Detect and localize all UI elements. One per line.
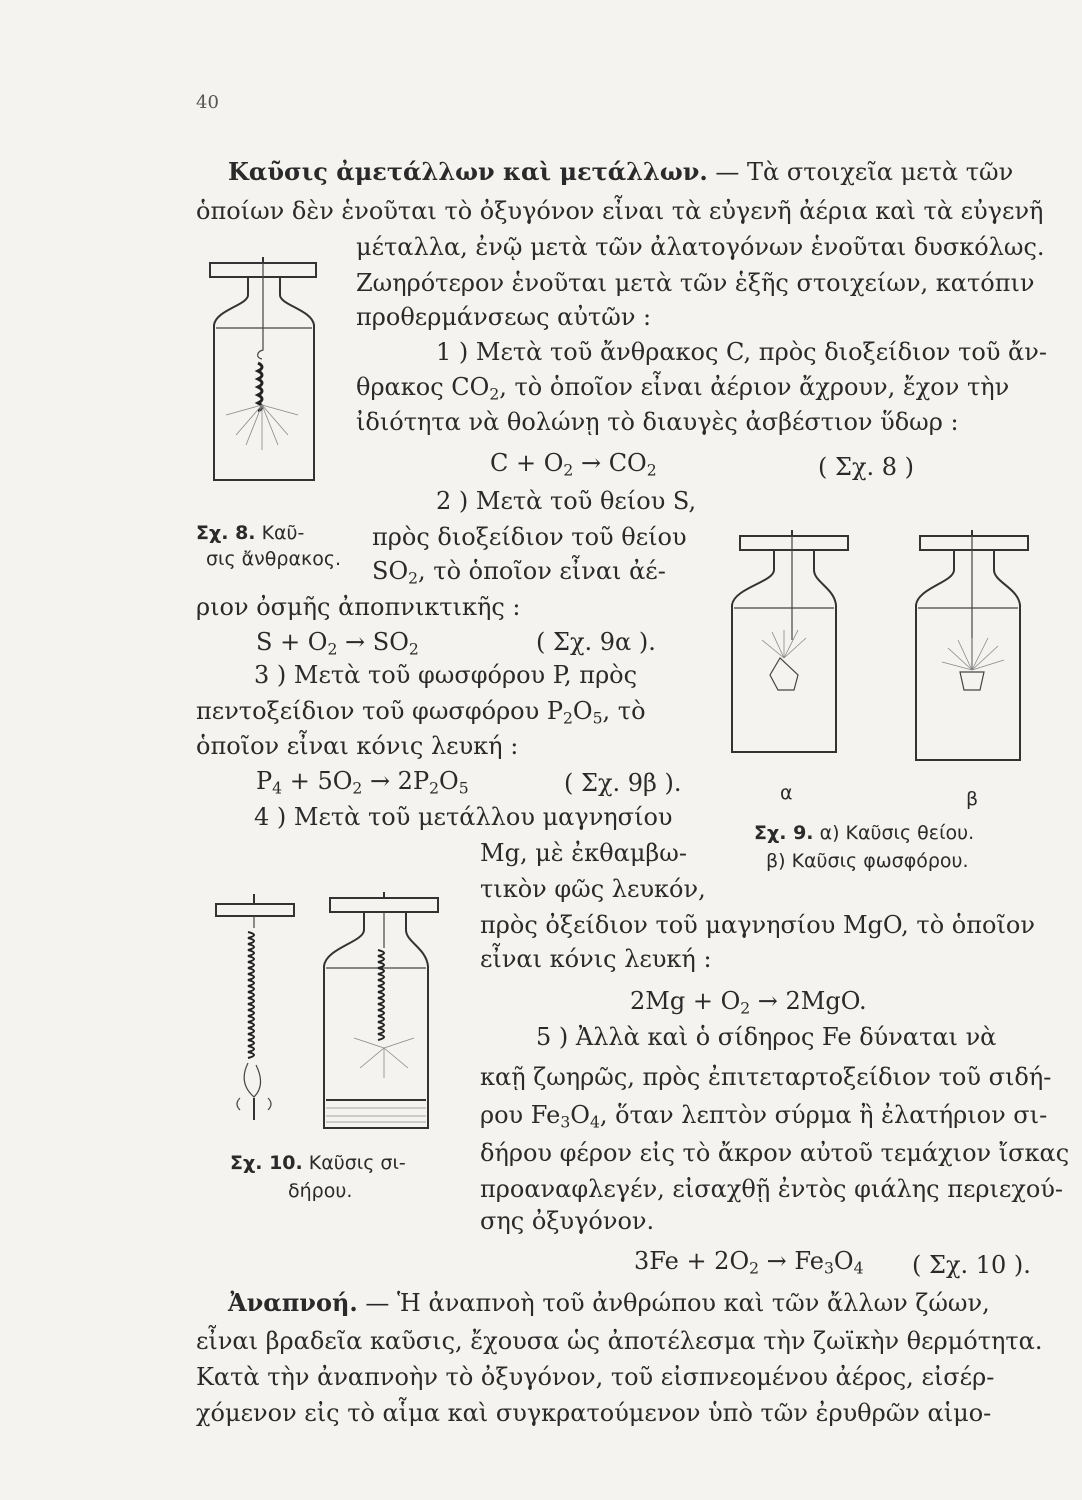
text-line: Mg, μὲ ἐκθαμβω- <box>480 839 687 867</box>
equation-iron: $3Fe + 2O_2 \to Fe_3O_4$ <box>634 1247 864 1278</box>
jar-body <box>324 912 428 1128</box>
figure-8-carbon-jar <box>196 255 346 500</box>
heading-text: Καῦσις ἀμετάλλων καὶ μετάλλων. <box>228 157 708 186</box>
spoon-alpha <box>770 658 798 690</box>
sparks <box>354 1038 414 1078</box>
figure-reference: ( Σχ. 10 ). <box>912 1251 1031 1279</box>
text-line: δήρου φέρον εἰς τὸ ἄκρον αὐτοῦ τεμάχιον ἴσκας <box>480 1139 1070 1167</box>
section-heading-combustion: Καῦσις ἀμετάλλων καὶ μετάλλων. — Τὰ στοιχεῖα μετὰ τῶν <box>228 157 1014 186</box>
text-line: θρακος $CO_2$, τὸ ὁποῖον εἶναι ἀέριον ἄχρουν, ἔχον τὴν <box>356 373 1010 404</box>
figure-10-caption-line2: δήρου. <box>288 1180 353 1202</box>
spoon-beta <box>960 672 984 690</box>
jar-body <box>214 277 314 480</box>
equation-sulfur: $S + O_2 \to SO_2$ <box>256 628 419 659</box>
text-line: εἶναι βραδεῖα καῦσις, ἔχουσα ὡς ἀποτέλεσμα τὴν ζωϊκὴν θερμότητα. <box>196 1327 1043 1355</box>
text-line: πρὸς διοξείδιον τοῦ θείου <box>372 523 687 551</box>
text-line: πεντοξείδιον τοῦ φωσφόρου $P_2O_5$, τὸ <box>196 697 646 728</box>
text-line: σης ὀξυγόνον. <box>480 1207 655 1235</box>
stopper <box>216 904 294 916</box>
text-line: 4 ) Μετὰ τοῦ μετάλλου μαγνησίου <box>254 803 673 831</box>
figure-reference: ( Σχ. 9α ). <box>536 628 656 656</box>
figure-reference: ( Σχ. 8 ) <box>818 453 915 481</box>
phosphorus-flame <box>942 638 1004 670</box>
text-line: καῇ ζωηρῶς, πρὸς ἐπιτεταρτοξείδιον τοῦ σιδή- <box>480 1063 1052 1091</box>
section-heading-respiration: Ἀναπνοή. — Ἡ ἀναπνοὴ τοῦ ἀνθρώπου καὶ τῶν ἄλλων ζώων, <box>228 1288 990 1317</box>
sulfur-flame <box>762 630 806 658</box>
text-line: ἰδιότητα νὰ θολώνῃ τὸ διαυγὲς ἀσβέστιον ὕδωρ : <box>356 408 959 436</box>
page-number: 40 <box>196 92 219 113</box>
figure-8-caption: Σχ. 8. Καῦ- <box>196 522 305 544</box>
text-line: ὁποῖον εἶναι κόνις λευκή : <box>196 732 519 760</box>
text-line: 2 ) Μετὰ τοῦ θείου S, <box>436 487 697 515</box>
jar-stopper <box>740 536 848 550</box>
jar-stopper <box>330 898 438 912</box>
equation-phosphorus: $P_4 + 5O_2 \to 2P_2O_5$ <box>256 767 469 798</box>
heading-text: Ἀναπνοή. <box>228 1288 358 1317</box>
text-line: 3 ) Μετὰ τοῦ φωσφόρου P, πρὸς <box>254 661 638 689</box>
text-line: τικὸν φῶς λευκόν, <box>480 875 706 903</box>
figure-9-caption: Σχ. 9. α) Καῦσις θείου. <box>754 822 975 844</box>
text-line: Κατὰ τὴν ἀναπνοὴν τὸ ὀξυγόνον, τοῦ εἰσπνεομένου ἀέρος, εἰσέρ- <box>196 1363 995 1391</box>
text-line: χόμενον εἰς τὸ αἷμα καὶ συγκρατούμενον ὑπὸ τῶν ἐρυθρῶν αἱμο- <box>196 1399 992 1427</box>
iron-spring-in-jar <box>378 950 384 1040</box>
text-line: μέταλλα, ἐνῷ μετὰ τῶν ἀλατογόνων ἑνοῦται δυσκόλως. <box>356 233 1045 261</box>
equation-carbon: $C + O_2 \to CO_2$ <box>490 449 657 480</box>
text-line: 1 ) Μετὰ τοῦ ἄνθρακος C, πρὸς διοξείδιον τοῦ ἄν- <box>436 338 1047 366</box>
text-line: ὁποίων δὲν ἑνοῦται τὸ ὀξυγόνον εἶναι τὰ εὐγενῆ ἀέρια καὶ τὰ εὐγενῆ <box>196 197 1044 225</box>
figure-9-caption-line2: β) Καῦσις φωσφόρου. <box>766 850 969 872</box>
figure-reference: ( Σχ. 9β ). <box>564 769 682 797</box>
figure-8-caption-line2: σις ἄνθρακος. <box>206 548 342 570</box>
iron-spring <box>248 932 254 1058</box>
text-line: ρου $Fe_3O_4$, ὅταν λεπτὸν σύρμα ἢ ἐλατήριον σι- <box>480 1101 1048 1132</box>
text-line: 5 ) Ἀλλὰ καὶ ὁ σίδηρος Fe δύναται νὰ <box>536 1023 997 1051</box>
jar-beta-body <box>916 550 1020 760</box>
carbon-piece <box>258 363 262 411</box>
text-line: Ζωηρότερον ἑνοῦται μετὰ τῶν ἑξῆς στοιχείων, κατόπιν <box>356 269 1035 297</box>
figure-9-beta-label: β <box>966 788 979 810</box>
figure-10-iron <box>214 888 454 1133</box>
text-line: προθερμάνσεως αὐτῶν : <box>356 303 652 331</box>
figure-9-alpha-label: α <box>780 782 793 804</box>
text-line: προαναφλεγέν, εἰσαχθῇ ἐντὸς φιάλης περιεχού- <box>480 1175 1064 1203</box>
equation-magnesium: $2Mg + O_2 \to 2MgO$. <box>630 987 867 1018</box>
flame-rays <box>226 405 298 450</box>
figure-9-jars <box>722 530 1042 780</box>
text-line: $SO_2$, τὸ ὁποῖον εἶναι ἀέ- <box>372 557 666 588</box>
figure-10-caption: Σχ. 10. Καῦσις σι- <box>230 1152 406 1174</box>
text-line: εἶναι κόνις λευκή : <box>480 945 712 973</box>
text-line: ριον ὀσμῆς ἀποπνικτικῆς : <box>196 593 521 621</box>
text-line: πρὸς ὀξείδιον τοῦ μαγνησίου MgO, τὸ ὁποῖον <box>480 911 1035 939</box>
jar-stopper <box>920 536 1028 550</box>
